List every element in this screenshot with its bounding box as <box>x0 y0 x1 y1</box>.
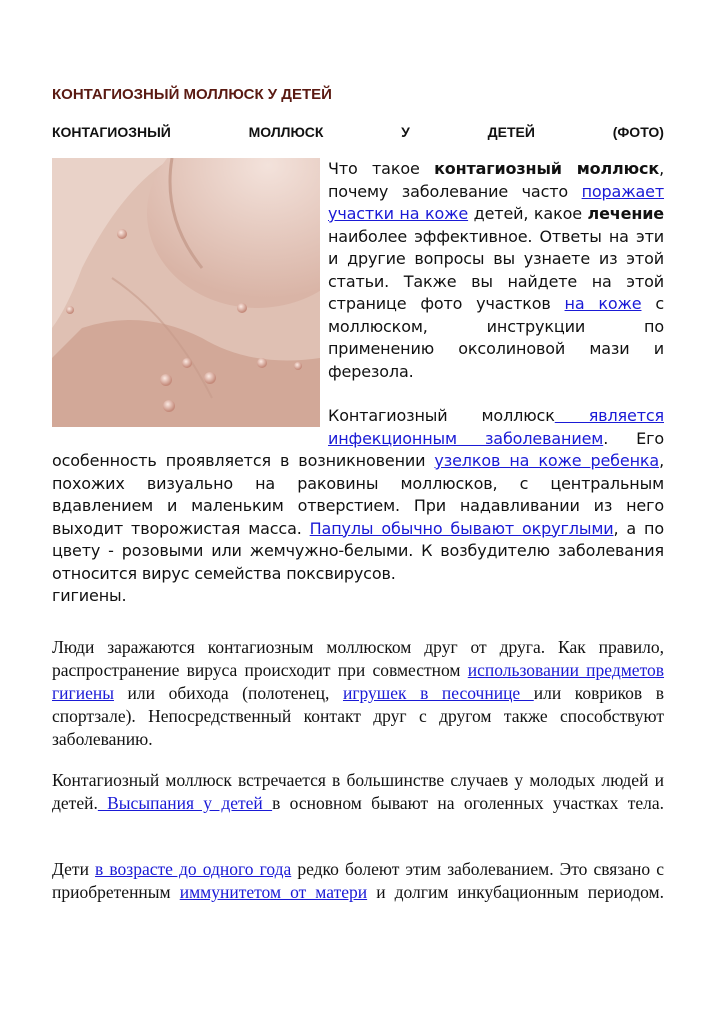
subtitle-word: МОЛЛЮСК <box>248 124 324 140</box>
text-span: и долгим инкубационным периодом. <box>367 882 664 902</box>
text-span: редко болеют этим заболеванием. Это связано с приобретенным <box>52 859 664 902</box>
text-span: Люди заражаются контагиозным моллюском друг от друга. Как правило, распространение вируса происходит при совместном <box>52 637 664 680</box>
link-round-papules[interactable]: Папулы обычно бывают округлыми <box>309 518 614 538</box>
page-subtitle <box>52 124 664 140</box>
text-span: . Его особенность проявляется в возникновении <box>52 428 664 470</box>
text-span: , почему заболевание часто <box>328 159 664 201</box>
bold-term: контагиозный моллюск <box>434 159 660 178</box>
link-on-skin[interactable]: на коже <box>564 294 642 313</box>
text-span: наиболее эффективное. Ответы на эти и другие вопросы вы узнаете из этой статьи. Также вы найдете на этой странице фото участков <box>328 226 664 313</box>
text-span: детей, какое <box>468 204 588 223</box>
subtitle-word: КОНТАГИОЗНЫЙ <box>52 124 171 140</box>
text-span: Контагиозный моллюск <box>328 406 555 425</box>
infants-paragraph <box>52 858 664 904</box>
occurrence-paragraph <box>52 769 664 815</box>
link-maternal-immunity[interactable]: иммунитетом от матери <box>179 882 368 902</box>
link-hygiene-items[interactable]: использовании предметов гигиены <box>52 660 665 703</box>
text-span: гигиены. <box>52 586 127 605</box>
link-affects-skin[interactable]: поражает участки на коже <box>328 181 664 223</box>
link-rash-children[interactable]: Высыпания у детей <box>97 793 273 813</box>
text-span: Что такое <box>328 159 435 178</box>
text-span: , а по цвету - розовыми или жемчужно-белыми. К возбудителю заболевания относится вирус семейства поксвирусов. <box>52 518 664 583</box>
subtitle-word: (ФОТО) <box>612 124 664 140</box>
text-span: Контагиозный моллюск встречается в большинстве случаев у молодых людей и детей. <box>52 770 664 813</box>
transmission-paragraph <box>52 636 664 751</box>
text-span: Дети <box>52 859 96 879</box>
link-infectious-disease[interactable]: является инфекционным заболеванием <box>328 406 664 448</box>
link-under-one-year[interactable]: в возрасте до одного года <box>95 859 292 879</box>
photo-spacer <box>52 158 328 430</box>
subtitle-word: ДЕТЕЙ <box>487 124 535 140</box>
bold-term: лечение <box>587 204 664 223</box>
definition-paragraph <box>52 405 664 608</box>
text-span: с моллюском, инструкции по применению оксолиновой мази и ферезола. <box>328 294 664 381</box>
text-span: в основном бывают на оголенных участках тела. <box>272 793 664 813</box>
link-sandbox-toys[interactable]: игрушек в песочнице <box>342 683 534 703</box>
text-span: , похожих визуально на раковины моллюсков, с центральным вдавлением и маленьким отверстием. При надавливании из него выходит творожистая масса. <box>52 451 664 538</box>
text-span: или ковриков в спортзале). Непосредственный контакт друг с другом также способствуют заболеванию. <box>52 683 664 749</box>
page-title: КОНТАГИОЗНЫЙ МОЛЛЮСК У ДЕТЕЙ <box>52 86 332 103</box>
intro-section <box>52 158 664 608</box>
link-skin-nodules[interactable]: узелков на коже ребенка <box>434 451 660 470</box>
text-span: или обихода (полотенец, <box>113 683 343 703</box>
subtitle-word: У <box>401 124 410 140</box>
